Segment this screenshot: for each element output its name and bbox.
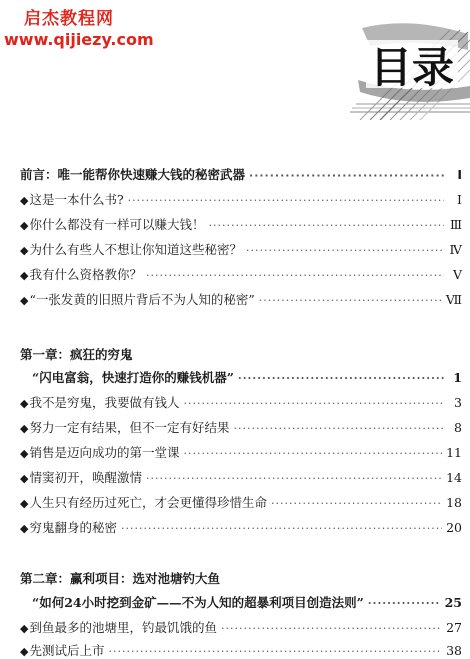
toc-page-number: 27 bbox=[446, 620, 462, 635]
toc-entry-title: ◆ 你什么都没有一样可以赚大钱！ bbox=[20, 215, 204, 233]
toc-entry[interactable] bbox=[20, 190, 462, 208]
leader-dots bbox=[271, 497, 442, 510]
toc-entry-title: 前言：唯一能帮你快速赚大钱的秘密武器 bbox=[20, 167, 246, 182]
toc-page-number: 1 bbox=[453, 370, 462, 385]
toc-page-number: 11 bbox=[446, 445, 462, 460]
toc-page-number: Ⅰ bbox=[457, 167, 462, 182]
toc-entry-title: ◆ 我有什么资格教你？ bbox=[20, 265, 142, 283]
toc-page-number: 38 bbox=[446, 643, 462, 658]
leader-dots bbox=[108, 645, 442, 658]
leader-dots bbox=[208, 219, 444, 232]
toc-entry[interactable] bbox=[20, 618, 462, 636]
leader-dots bbox=[238, 372, 444, 385]
leader-dots bbox=[183, 447, 442, 460]
watermark-url: www.qijiezy.com bbox=[4, 30, 154, 49]
toc-page-number: 25 bbox=[444, 595, 462, 610]
leader-dots bbox=[246, 244, 444, 257]
toc-entry-title: ◆ 销售是迈向成功的第一堂课 bbox=[20, 443, 179, 461]
leader-dots bbox=[183, 397, 444, 410]
toc-entry[interactable] bbox=[20, 641, 462, 659]
leader-dots bbox=[368, 597, 441, 610]
toc-page-number: Ⅲ bbox=[449, 217, 462, 232]
leader-dots bbox=[121, 522, 442, 535]
toc-page-number: 18 bbox=[446, 495, 462, 510]
toc-page-number: 14 bbox=[446, 470, 462, 485]
toc-entry[interactable] bbox=[20, 290, 462, 308]
toc-entry-title: ◆ 先测试后上市 bbox=[20, 641, 104, 659]
leader-dots bbox=[221, 622, 442, 635]
toc-entry[interactable] bbox=[20, 393, 462, 411]
toc-entry-title: “闪电富翁，快速打造你的赚钱机器” bbox=[32, 370, 234, 385]
toc-entry[interactable] bbox=[20, 215, 462, 233]
toc-entry[interactable] bbox=[20, 418, 462, 436]
toc-page-number: Ⅰ bbox=[457, 192, 462, 207]
chapter-title[interactable]: 第二章：赢利项目：选对池塘钓大鱼 bbox=[20, 571, 221, 586]
toc-entry-title: ◆ 努力一定有结果，但不一定有好结果 bbox=[20, 418, 229, 436]
toc-entry-title: ◆ 到鱼最多的池塘里，钓最饥饿的鱼 bbox=[20, 618, 217, 636]
leader-dots bbox=[128, 194, 444, 207]
toc-entry[interactable] bbox=[20, 518, 462, 536]
toc-entry-title: “如何24小时挖到金矿——不为人知的超暴利项目创造法则” bbox=[32, 595, 364, 610]
leader-dots bbox=[259, 294, 442, 307]
toc-page-number: 3 bbox=[454, 395, 462, 410]
toc-entry[interactable] bbox=[20, 265, 462, 283]
toc-entry-title: ◆ 我不是穷鬼，我要做有钱人 bbox=[20, 393, 179, 411]
leader-dots bbox=[249, 169, 444, 182]
leader-dots bbox=[146, 269, 444, 282]
toc-entry[interactable] bbox=[20, 240, 462, 258]
chapter-title[interactable]: 第一章：疯狂的穷鬼 bbox=[20, 347, 133, 362]
chapter-subtitle-entry[interactable] bbox=[20, 593, 462, 611]
toc-entry[interactable] bbox=[20, 493, 462, 511]
toc-entry-title: ◆ 穷鬼翻身的秘密 bbox=[20, 518, 117, 536]
toc-entry-title: ◆ 这是一本什么书? bbox=[20, 190, 124, 208]
toc-page-number: Ⅶ bbox=[445, 292, 462, 307]
toc-entry-title: ◆ “一张发黄的旧照片背后不为人知的秘密” bbox=[20, 290, 255, 308]
logo-text: 目录 bbox=[369, 43, 455, 92]
contents-logo bbox=[350, 20, 470, 120]
chapter-subtitle-entry[interactable] bbox=[20, 368, 462, 386]
leader-dots bbox=[233, 422, 444, 435]
toc-entry-title: ◆ 人生只有经历过死亡，才会更懂得珍惜生命 bbox=[20, 493, 267, 511]
toc-entry-title: ◆ 情窦初开，唤醒激情 bbox=[20, 468, 142, 486]
watermark-site-name: 启杰教程网 bbox=[24, 9, 114, 29]
toc-entry-title: ◆ 为什么有些人不想让你知道这些秘密？ bbox=[20, 240, 242, 258]
toc-page-number: Ⅴ bbox=[452, 267, 462, 282]
toc-page-number: 8 bbox=[454, 420, 462, 435]
toc-entry-preface[interactable] bbox=[20, 165, 462, 183]
toc-page-number: 20 bbox=[446, 520, 462, 535]
toc-page-number: Ⅳ bbox=[449, 242, 462, 257]
toc-entry[interactable] bbox=[20, 468, 462, 486]
leader-dots bbox=[146, 472, 442, 485]
toc-entry[interactable] bbox=[20, 443, 462, 461]
